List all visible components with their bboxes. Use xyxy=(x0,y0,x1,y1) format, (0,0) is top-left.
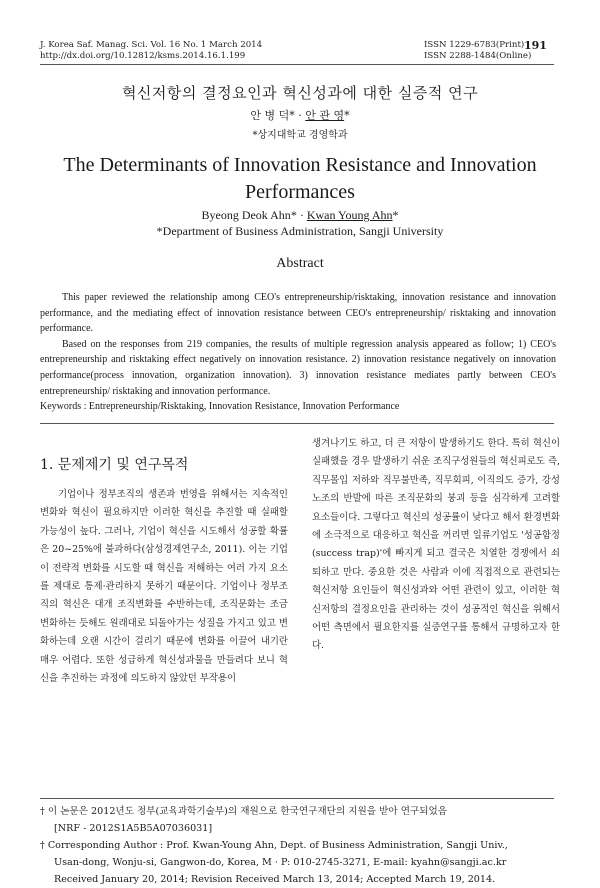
author-separator: * · xyxy=(289,109,306,122)
body-paragraph-left: 기업이나 정부조직의 생존과 번영을 위해서는 지속적인 변화와 혁신이 필요하지만 이러한 혁신을 추진할 때 실패할 가능성이 높다. 그러나, 기업이 혁신을 시도해서 성공할 확률은 20~25%에 불과하다(삼성경제연구소, 2011). 이는 기업이 전략적 변화를 시도할 때 혁신을 저해하는 여러 가지 요소를 제대로 통제·관리하지 못하기 때문이다. 기업이나 정부조직의 혁신은 대개 조직변화를 수반하는데, 조직문화는 조금 변화하는 듯해도 원래대로 되돌아가는 성질을 가지고 있고 변화하는데 오랜 시간이 걸리기 때문에 변화를 이끌어 내기란 매우 어렵다. 또한 성급하게 혁신성과물을 만들려다 보니 혁신을 추진하는 과정에 의도하지 않았던 부작용이 xyxy=(40,489,288,685)
abstract-body xyxy=(40,290,556,415)
korean-affiliation: *상지대학교 경영학과 xyxy=(252,130,348,141)
english-affiliation: *Department of Business Administration, Sangji University xyxy=(156,224,444,238)
body-column-right xyxy=(312,435,560,656)
footnote-rule xyxy=(40,798,554,799)
section-heading: 1. 문제제기 및 연구목적 xyxy=(40,457,189,473)
footnotes xyxy=(40,803,560,888)
author-mark: * xyxy=(344,109,350,122)
keywords: Keywords : Entrepreneurship/Risktaking, Innovation Resistance, Innovation Performance xyxy=(40,401,400,413)
english-author-1: Byeong Deok Ahn xyxy=(201,208,291,222)
running-header-right xyxy=(424,40,531,62)
header-rule xyxy=(40,64,554,65)
author-mark: * xyxy=(392,208,399,222)
corresponding-author-line-1: † Corresponding Author : Prof. Kwan-Young Ahn, Dept. of Business Administration, Sangji Univ., xyxy=(40,840,508,851)
funding-note-line-1: † 이 논문은 2012년도 정부(교육과학기술부)의 재원으로 한국연구재단의 지원을 받아 연구되었음 xyxy=(40,806,448,817)
funding-note-line-2: [NRF - 2012S1A5B5A07036031] xyxy=(54,823,213,834)
running-header-left xyxy=(40,40,262,62)
corresponding-author-line-2: Usan-dong, Wonju-si, Gangwon-do, Korea, M · P: 010-2745-3271, E-mail: kyahn@sangji.ac.kr xyxy=(54,857,507,868)
journal-citation: J. Korea Saf. Manag. Sci. Vol. 16 No. 1 March 2014 xyxy=(40,40,263,50)
abstract-paragraph-2: Based on the responses from 219 companies, the results of multiple regression analysis appeared as follow; 1) CEO's entrepreneurship and risktaking effect negatively on innovation resistance. 2) innovation resistance negatively on innovation performance(process innovation, organization innovation). 3) innovation resistance mediates partly between CEO's entrepreneurship/ risktaking and innovation performance. xyxy=(40,338,556,397)
english-authors xyxy=(40,208,560,223)
english-author-2: Kwan Young Ahn xyxy=(306,208,393,222)
english-title xyxy=(40,152,560,206)
received-dates: Received January 20, 2014; Revision Received March 13, 2014; Accepted March 19, 2014. xyxy=(54,874,496,885)
english-title-line-1: The Determinants of Innovation Resistance and Innovation xyxy=(63,154,537,176)
korean-authors xyxy=(40,107,560,123)
abstract-rule xyxy=(40,423,554,424)
doi-link[interactable]: http://dx.doi.org/10.12812/ksms.2014.16.1.199 xyxy=(40,51,246,61)
issn-online: ISSN 2288-1484(Online) xyxy=(424,51,532,61)
korean-author-2: 안 관 영 xyxy=(305,109,345,122)
author-separator: * · xyxy=(290,208,307,222)
abstract-heading: Abstract xyxy=(276,256,324,271)
body-column-left xyxy=(40,486,288,688)
abstract-paragraph-1: This paper reviewed the relationship among CEO's entrepreneurship/risktaking, innovation resistance and innovation performance, and the mediating effect of innovation resistance between CEO's entrepreneurship/ risktaking and innovation performance. xyxy=(40,292,556,335)
page-number: 191 xyxy=(524,39,547,52)
korean-author-1: 안 병 덕 xyxy=(250,109,290,122)
issn-print: ISSN 1229-6783(Print) xyxy=(424,40,525,50)
english-title-line-2: Performances xyxy=(245,181,355,203)
korean-title: 혁신저항의 결정요인과 혁신성과에 대한 실증적 연구 xyxy=(121,84,479,102)
body-paragraph-right: 생겨나기도 하고, 더 큰 저항이 발생하기도 한다. 특히 혁신이 실패했을 경우 발생하기 쉬운 조직구성원들의 혁신피로도 즉, 직무몰입 저하와 직무불만족, 직무회피, 이직의도 증가, 강성 노조의 반발에 따른 조직문화의 붕괴 등을 심각하게 고려할 요소들이다. 그렇다고 혁신의 성공률이 낮다고 해서 환경변화에 소극적으로 대응하고 혁신을 꺼리면 일류기업도 '성공함정(success trap)'에 빠지게 되고 결국은 치열한 경쟁에서 쇠퇴하고 만다. 중요한 것은 사람과 이에 직접적으로 관련되는 혁신저항 요인들이 혁신성과와 어떤 관련이 있고, 이러한 혁신저항의 결정요인을 관리하는 것이 성공적인 혁신을 위해서 어떤 측면에서 필요한지를 실증연구를 통해서 규명하고자 한다. xyxy=(312,438,560,652)
